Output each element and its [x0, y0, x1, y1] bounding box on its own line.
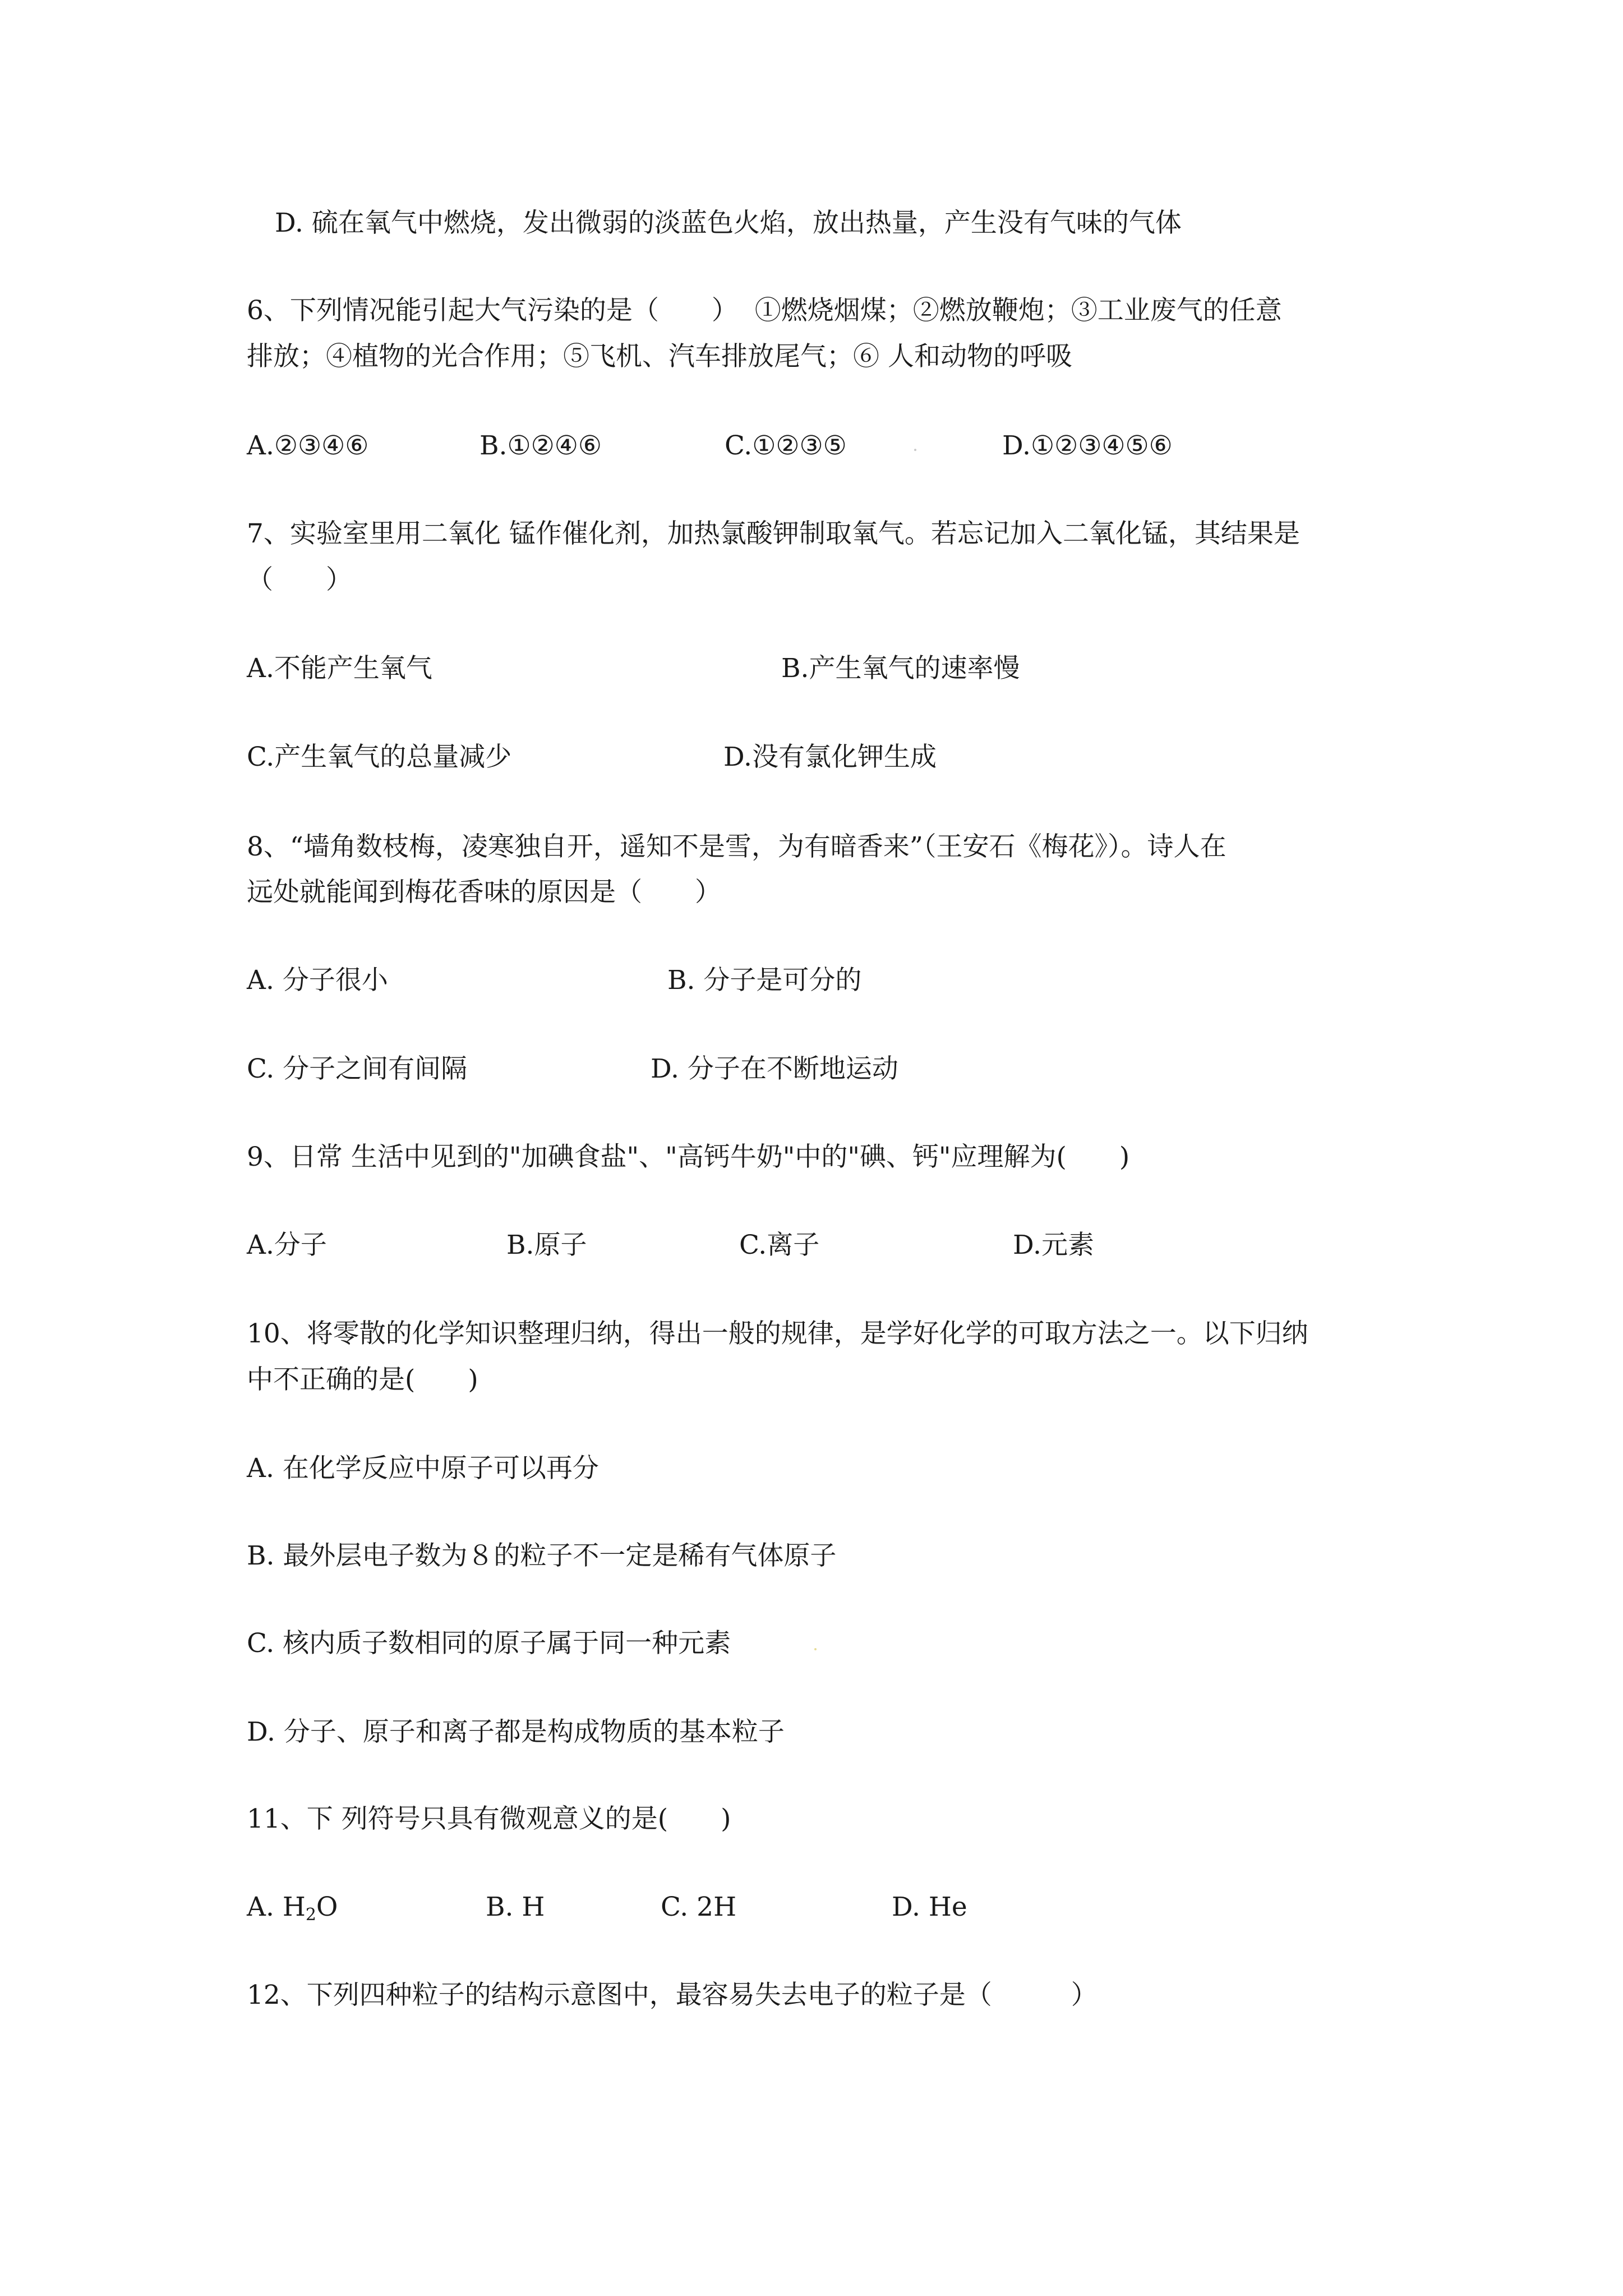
q11-option-a-prefix: A. H: [247, 1892, 306, 1922]
q11-option-a-suffix: O: [316, 1892, 338, 1922]
q9-option-a: A.分子: [247, 1230, 327, 1260]
stray-dot: [914, 449, 916, 451]
q11-option-d: D. He: [892, 1892, 967, 1922]
q10-stem-line2: 中不正确的是( ): [247, 1364, 478, 1395]
q6-option-c: C.①②③⑤: [725, 430, 847, 461]
q7-stem-line2: （ ）: [247, 564, 352, 595]
q6-stem-line2: 排放；④植物的光合作用；⑤飞机、汽车排放尾气；⑥ 人和动物的呼吸: [247, 341, 1072, 372]
q9-option-b: B.原子: [506, 1230, 587, 1260]
q7-stem-line1: 7、实验室里用二氧化 锰作催化剂，加热氯酸钾制取氧气。若忘记加入二氧化锰，其结果是: [247, 518, 1300, 549]
q12-stem: 12、下列四种粒子的结构示意图中，最容易失去电子的粒子是（ ）: [247, 1980, 1098, 2010]
q7-option-c: C.产生氧气的总量减少: [247, 742, 512, 772]
q6-option-a: A.②③④⑥: [247, 430, 369, 461]
q11-option-c: C. 2H: [661, 1892, 737, 1922]
q8-option-d: D. 分子在不断地运动: [651, 1053, 898, 1084]
q9-stem: 9、日常 生活中见到的"加碘食盐"、"高钙牛奶"中的"碘、钙"应理解为( ): [247, 1142, 1130, 1172]
q5-option-d: D. 硫在氧气中燃烧，发出微弱的淡蓝色火焰，放出热量，产生没有气味的气体: [275, 208, 1182, 238]
stray-dot: [814, 1648, 817, 1650]
q8-stem-line1: 8、“墙角数枝梅，凌寒独自开，遥知不是雪，为有暗香来”（王安石《梅花》）。诗人在: [247, 831, 1227, 862]
q7-option-d: D.没有氯化钾生成: [723, 742, 937, 772]
q7-option-a: A.不能产生氧气: [247, 653, 432, 684]
q8-stem-line2: 远处就能闻到梅花香味的原因是（ ）: [247, 877, 721, 908]
q10-stem-line1: 10、将零散的化学知识整理归纳，得出一般的规律，是学好化学的可取方法之一。以下归纳: [247, 1318, 1308, 1349]
q6-stem-line1: 6、下列情况能引起大气污染的是（ ） ①燃烧烟煤；②燃放鞭炮；③工业废气的任意: [247, 295, 1282, 326]
q11-option-a: [247, 1890, 338, 1924]
q11-option-a-subscript: 2: [305, 1905, 316, 1925]
q10-option-c: C. 核内质子数相同的原子属于同一种元素: [247, 1628, 731, 1659]
q8-option-b: B. 分子是可分的: [667, 965, 862, 996]
q9-option-d: D.元素: [1013, 1230, 1094, 1260]
q8-option-a: A. 分子很小: [247, 965, 388, 996]
q10-option-a: A. 在化学反应中原子可以再分: [247, 1453, 599, 1484]
q6-option-d: D.①②③④⑤⑥: [1002, 430, 1173, 461]
q10-option-b: B. 最外层电子数为８的粒子不一定是稀有气体原子: [247, 1540, 837, 1571]
q7-option-b: B.产生氧气的速率慢: [781, 653, 1020, 684]
q9-option-c: C.离子: [739, 1230, 820, 1260]
q11-stem: 11、下 列符号只具有微观意义的是( ): [247, 1803, 731, 1834]
q10-option-d: D. 分子、原子和离子都是构成物质的基本粒子: [247, 1717, 785, 1747]
q6-option-b: B.①②④⑥: [479, 430, 602, 461]
q11-option-b: B. H: [486, 1892, 545, 1922]
q8-option-c: C. 分子之间有间隔: [247, 1053, 468, 1084]
